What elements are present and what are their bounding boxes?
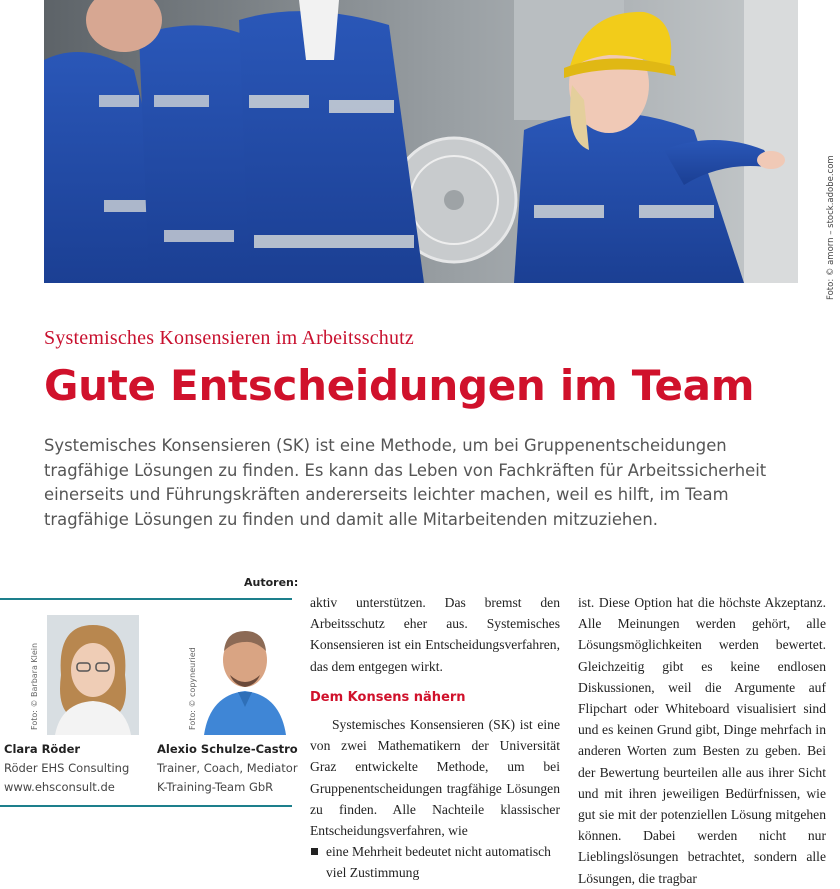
author-photo-credit: Foto: © copyneuried (188, 647, 197, 730)
article-headline: Gute Entscheidungen im Team (44, 361, 755, 410)
paragraph: Systemisches Konsensieren (SK) ist eine von zwei Mathematikern der Universität Graz entwickelte Methode, um bei Gruppenentscheidungen tragfähige Lösungen zu finden. Alle Nachteile klassischer Entscheidungsverfahren, wie (310, 717, 560, 839)
author-photo-credit: Foto: © Barbara Klein (30, 642, 39, 730)
author-photo-clara (47, 615, 139, 735)
article-kicker: Systemisches Konsensieren im Arbeitsschutz (44, 327, 415, 349)
author-photo-alexio (200, 615, 290, 735)
hero-illustration (44, 0, 798, 283)
author-name: Alexio Schulze-Castro (157, 742, 298, 756)
section-heading: Dem Konsens nähern (310, 689, 466, 705)
article-lead: Systemisches Konsensieren (SK) ist eine Methode, um bei Gruppenentscheidungen tragfähige Lösungen zu finden. Es kann das Leben von Fachkräften für Arbeitssicherheit einerseits und Führungskräften andererseits leichter machen, weil es hilft, im Team tragfähige Lösungen zu finden und damit alle Mitarbeitenden mitzuziehen. (44, 436, 767, 529)
paragraph: ist. Diese Option hat die höchste Akzeptanz. Alle Meinungen werden gehört, alle Lösungsmöglichkeiten werden bewertet. Gleichzeitig gibt es keine endlosen Diskussionen, weil die Argumente auf Flipchart oder Whiteboard visualisiert sind und es keinen Grund gibt, Dinge mehrfach in anderen Worten zum Besten zu geben. Bei der Bewertung beurteilen alle aus ihrer Sicht und mit ihren jeweiligen Bedürfnissen, wie gut sie mit der potenziellen Lösung mitgehen können. Dabei werden nicht nur Lieblingslösungen betrachtet, sondern alle Lösungen, die tragbar (578, 595, 826, 886)
article-column-right (578, 592, 826, 889)
author-company: Röder EHS Consulting (4, 761, 130, 775)
portrait-man (200, 615, 290, 735)
photo-credit: Foto: © amorn – stock.adobe.com (826, 155, 836, 300)
article-column-middle (310, 592, 560, 884)
author-name: Clara Röder (4, 742, 81, 756)
authors-label: Autoren: (244, 576, 299, 589)
paragraph: aktiv unterstützen. Das bremst den Arbeitsschutz eher aus. Systemisches Konsensieren ist ein Entscheidungsverfahren, das dem entgegen wirkt. (310, 595, 560, 674)
author-website[interactable]: www.ehsconsult.de (4, 780, 115, 794)
author-role: Trainer, Coach, Mediator (157, 761, 298, 775)
hero-photo (44, 0, 798, 283)
authors-divider-bottom (0, 805, 292, 807)
authors-divider-top (0, 598, 292, 600)
portrait-woman (47, 615, 139, 735)
author-company: K-Training-Team GbR (157, 780, 274, 794)
bullet-item: eine Mehrheit bedeutet nicht automatisch viel Zustimmung (310, 841, 560, 883)
